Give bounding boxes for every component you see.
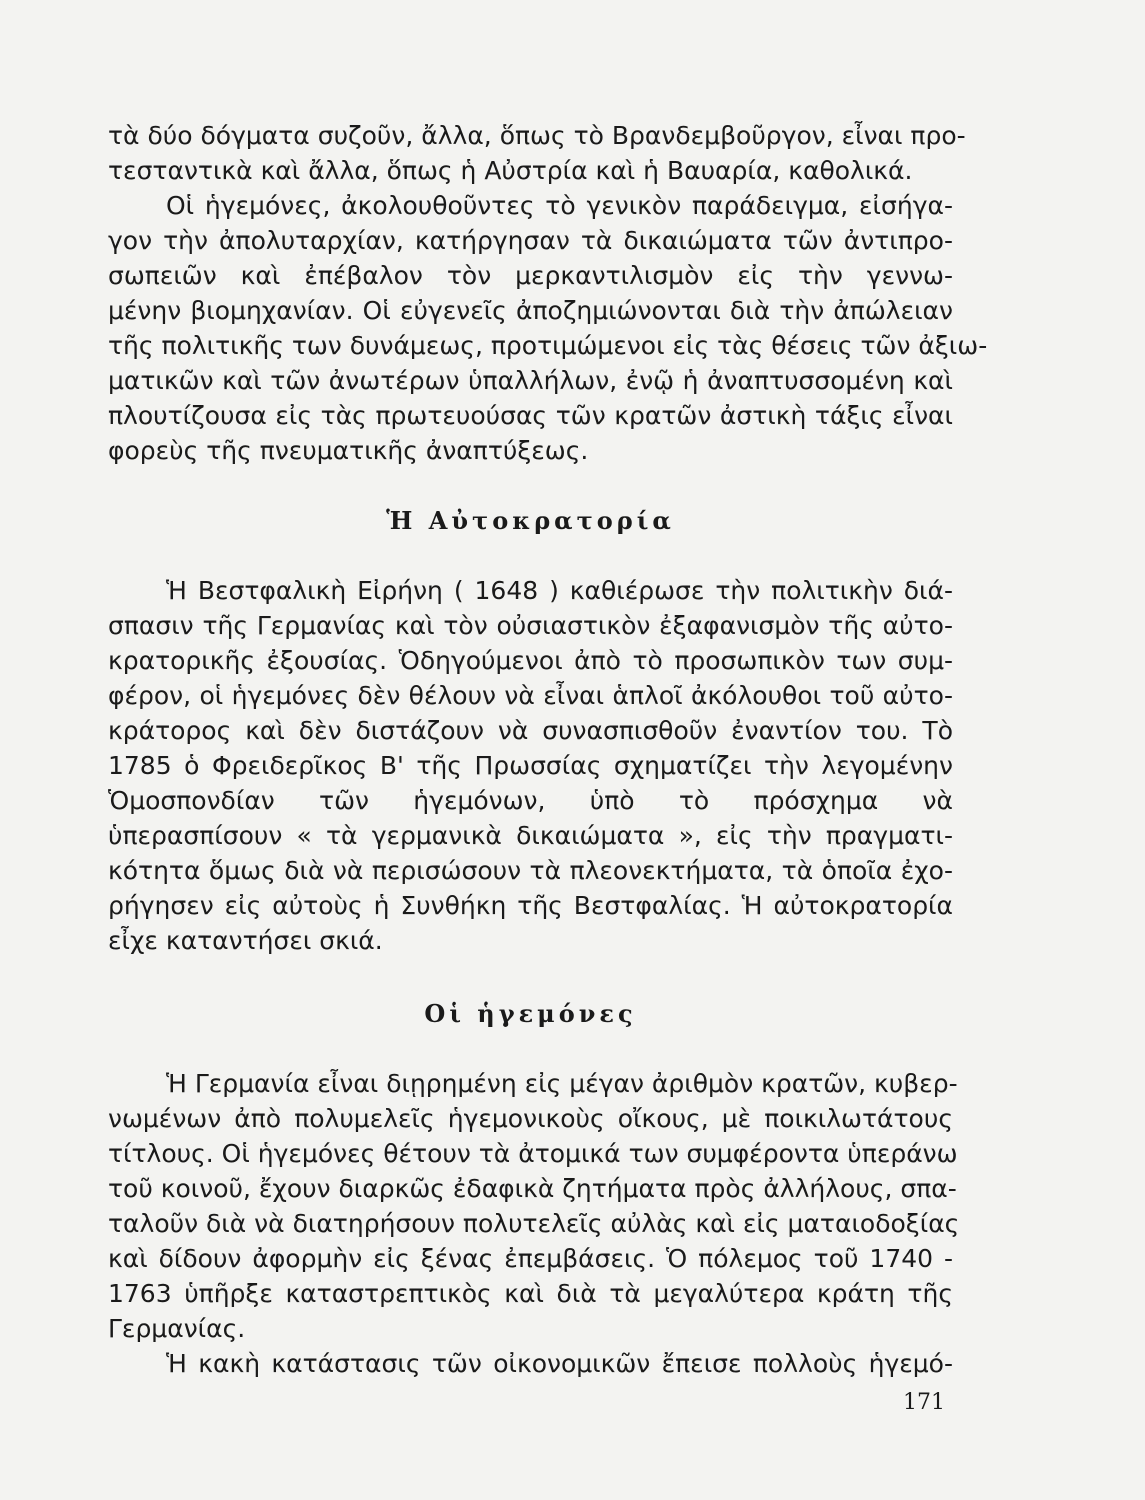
paragraph-divided-germany: [108, 1066, 960, 1346]
text-line: ματικῶν καὶ τῶν ἀνωτέρων ὑπαλλήλων, ἐνῷ ἡ ἀναπτυσσομένη καὶ: [108, 366, 953, 395]
text-line: Ἡ Βεστφαλικὴ Εἰρήνη ( 1648 ) καθιέρωσε τὴν πολιτικὴν διά-: [166, 576, 953, 605]
text-line: Ἡ κακὴ κατάστασις τῶν οἰκονομικῶν ἔπεισε πολλοὺς ἡγεμό-: [166, 1349, 953, 1378]
text-line: ρήγησεν εἰς αὐτοὺς ἡ Συνθήκη τῆς Βεστφαλίας. Ἡ αὐτοκρατορία: [108, 891, 953, 920]
text-line: ὑπερασπίσουν « τὰ γερμανικὰ δικαιώματα », εἰς τὴν πραγματι-: [108, 821, 953, 850]
page-number: 171: [903, 1390, 945, 1415]
text-line: νωμένων ἀπὸ πολυμελεῖς ἡγεμονικοὺς οἴκους, μὲ ποικιλωτάτους: [108, 1104, 953, 1133]
text-line: σπασιν τῆς Γερμανίας καὶ τὸν οὐσιαστικὸν ἐξαφανισμὸν τῆς αὐτο-: [108, 611, 953, 640]
text-line: μένην βιομηχανίαν. Οἱ εὐγενεῖς ἀποζημιώνονται διὰ τὴν ἀπώλειαν: [108, 296, 953, 325]
text-line: Οἱ ἡγεμόνες, ἀκολουθοῦντες τὸ γενικὸν παράδειγμα, εἰσήγα-: [166, 191, 953, 220]
paragraph-continuation: [108, 118, 966, 188]
text-line: τοῦ κοινοῦ, ἔχουν διαρκῶς ἐδαφικὰ ζητήματα πρὸς ἀλλήλους, σπα-: [108, 1174, 957, 1203]
section-heading-princes: Οἱ ἡγεμόνες: [424, 999, 637, 1028]
text-line: Ὁμοσπονδίαν τῶν ἡγεμόνων, ὑπὸ τὸ πρόσχημα νὰ: [108, 786, 953, 815]
text-line: κρατορικῆς ἐξουσίας. Ὁδηγούμενοι ἀπὸ τὸ προσωπικὸν των συμ-: [108, 646, 953, 675]
text-line: φορεὺς τῆς πνευματικῆς ἀναπτύξεως.: [108, 436, 589, 465]
page-body: [108, 118, 988, 1381]
text-line: Ἡ Γερμανία εἶναι διῃρημένη εἰς μέγαν ἀριθμὸν κρατῶν, κυβερ-: [166, 1069, 958, 1098]
paragraph-westphalia: [108, 573, 953, 958]
text-line: φέρον, οἱ ἡγεμόνες δὲν θέλουν νὰ εἶναι ἁπλοῖ ἀκόλουθοι τοῦ αὐτο-: [108, 681, 953, 710]
text-line: τίτλους. Οἱ ἡγεμόνες θέτουν τὰ ἀτομικά των συμφέροντα ὑπεράνω: [108, 1139, 958, 1168]
text-line: τεσταντικὰ καὶ ἄλλα, ὅπως ἡ Αὐστρία καὶ ἡ Βαυαρία, καθολικά.: [108, 156, 913, 185]
section-heading-empire: Ἡ Αὐτοκρατορία: [386, 506, 675, 535]
text-line: εἶχε καταντήσει σκιά.: [108, 926, 383, 955]
text-line: πλουτίζουσα εἰς τὰς πρωτευούσας τῶν κρατῶν ἀστικὴ τάξις εἶναι: [108, 401, 953, 430]
text-line: τῆς πολιτικῆς των δυνάμεως, προτιμώμενοι εἰς τὰς θέσεις τῶν ἀξιω-: [108, 331, 988, 360]
text-line: Γερμανίας.: [108, 1314, 246, 1343]
text-line: 1785 ὁ Φρειδερῖκος Β' τῆς Πρωσσίας σχηματίζει τὴν λεγομένην: [108, 751, 953, 780]
text-line: καὶ δίδουν ἀφορμὴν εἰς ξένας ἐπεμβάσεις. Ὁ πόλεμος τοῦ 1740 -: [108, 1244, 953, 1273]
text-line: τὰ δύο δόγματα συζοῦν, ἄλλα, ὅπως τὸ Βρανδεμβοῦργον, εἶναι προ-: [108, 121, 966, 150]
text-line: κράτορος καὶ δὲν διστάζουν νὰ συνασπισθοῦν ἐναντίον του. Τὸ: [108, 716, 953, 745]
text-line: κότητα ὅμως διὰ νὰ περισώσουν τὰ πλεονεκτήματα, τὰ ὁποῖα ἐχο-: [108, 856, 953, 885]
text-line: 1763 ὑπῆρξε καταστρεπτικὸς καὶ διὰ τὰ μεγαλύτερα κράτη τῆς: [108, 1279, 953, 1308]
text-line: ταλοῦν διὰ νὰ διατηρήσουν πολυτελεῖς αὐλὰς καὶ εἰς ματαιοδοξίας: [108, 1209, 960, 1238]
paragraph-princes-absolutism: [108, 188, 988, 468]
text-line: σωπειῶν καὶ ἐπέβαλον τὸν μερκαντιλισμὸν εἰς τὴν γεννω-: [108, 261, 953, 290]
text-line: γον τὴν ἀπολυταρχίαν, κατήργησαν τὰ δικαιώματα τῶν ἀντιπρο-: [108, 226, 953, 255]
paragraph-finances: [108, 1346, 953, 1381]
